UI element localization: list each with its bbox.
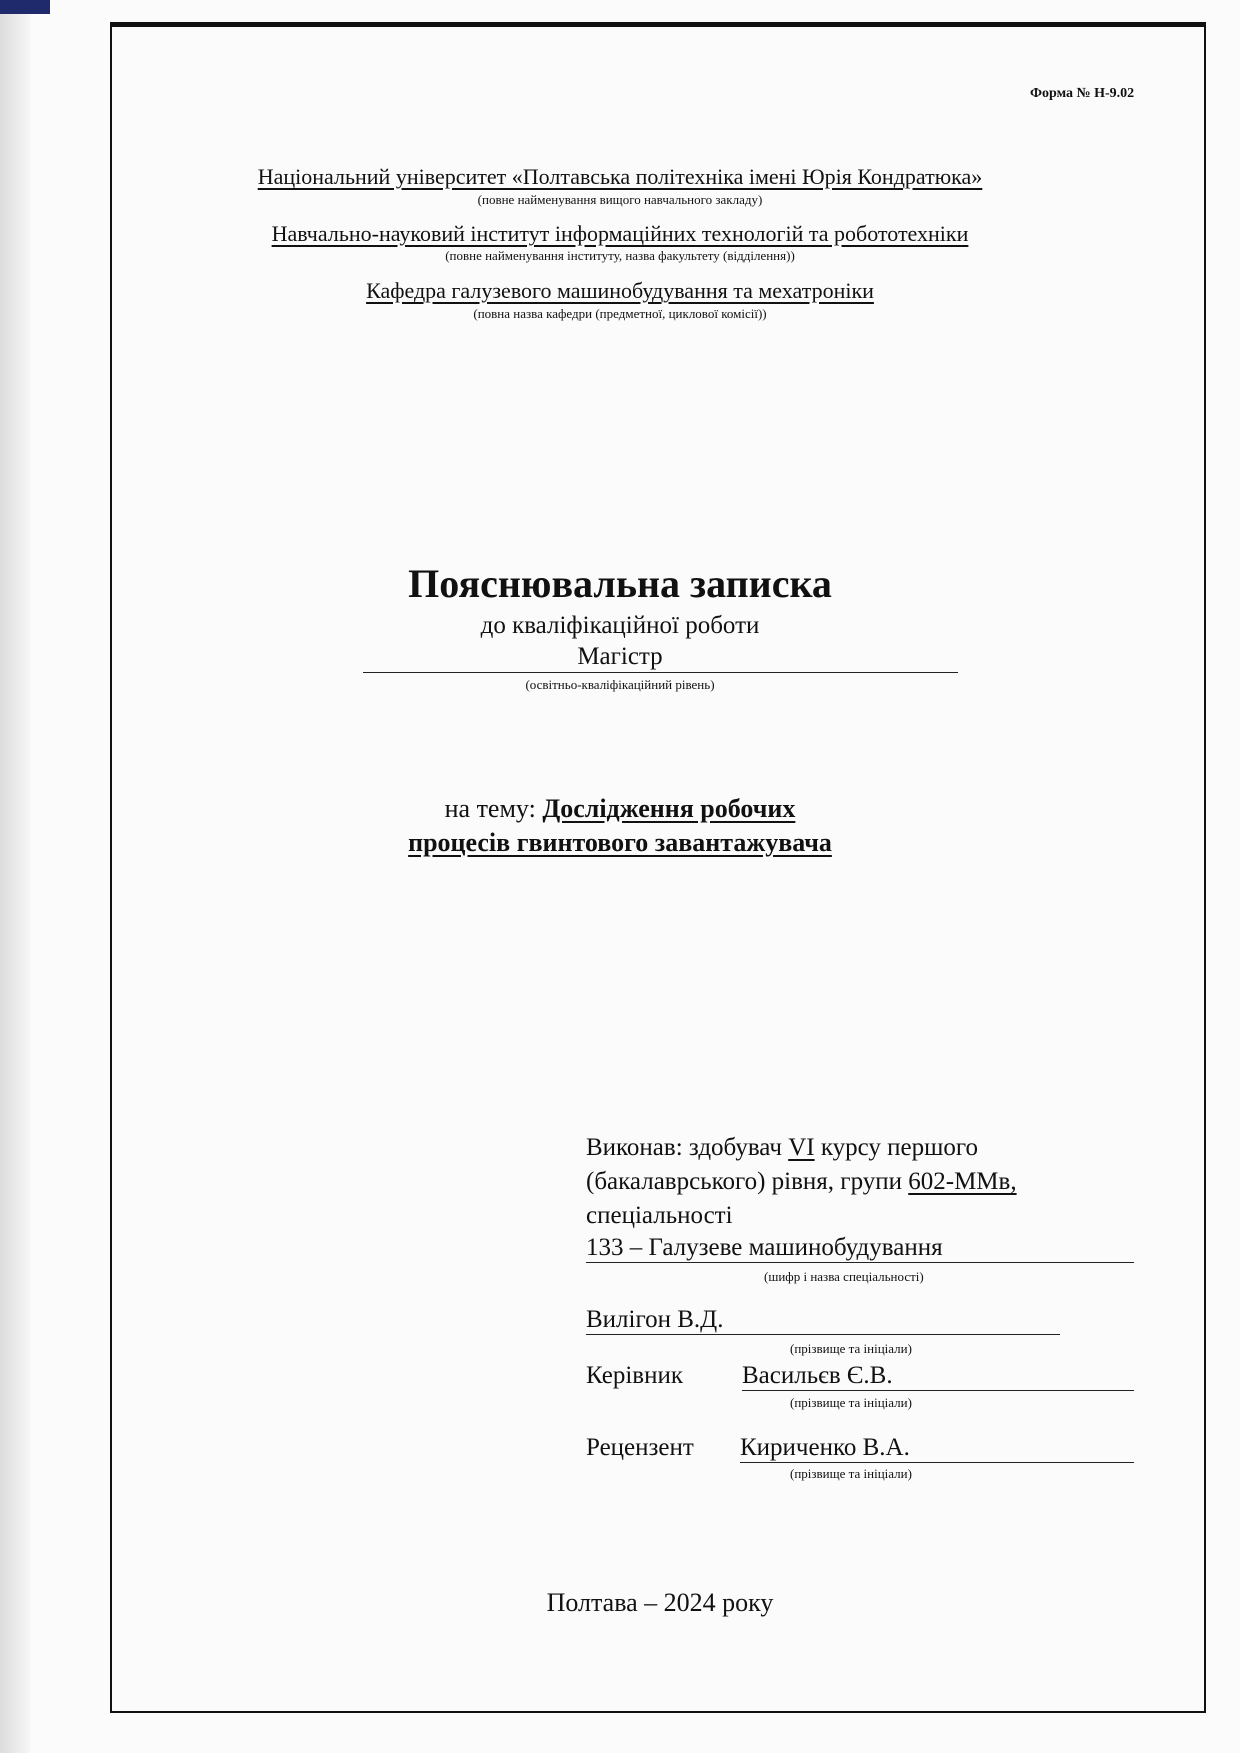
performer-name-caption: (прізвище та ініціали) [790,1341,912,1356]
topic-title-2: процесів гвинтового завантажувача [408,828,832,857]
reviewer-name: Кириченко В.А. [740,1434,910,1461]
topic-line-2 [0,828,1240,858]
specialty-underline [586,1262,1134,1263]
course: VI [788,1134,815,1161]
institute-name: Навчально-науковий інститут інформаційних технологій та робототехніки [271,221,969,246]
reviewer-caption: (прізвище та ініціали) [790,1466,912,1481]
specialty-caption: (шифр і назва спеціальності) [764,1269,924,1284]
specialty: 133 – Галузеве машинобудування [586,1234,943,1261]
performer-name: Вилігон В.Д. [586,1306,724,1333]
document-title: Пояснювальна записка [408,561,832,606]
performer-name-underline [586,1334,1060,1335]
university-caption: (повне найменування вищого навчального закладу) [477,192,763,207]
institute-caption: (повне найменування інституту, назва факультету (відділення)) [445,248,795,263]
performer-line-2: (бакалаврського) рівня, групи 602-ММв, [586,1168,1017,1195]
supervisor-name: Васильєв Є.В. [742,1362,893,1389]
university-name: Національний університет «Полтавська політехніка імені Юрія Кондратюка» [257,164,983,189]
department-caption: (повна назва кафедри (предметної, циклової комісії)) [473,306,767,321]
reviewer-underline [740,1462,1134,1463]
form-number: Форма № Н-9.02 [1030,86,1135,101]
performer-line-1: Виконав: здобувач VI курсу першого [586,1134,979,1161]
performer-line-3: спеціальності [586,1202,733,1229]
supervisor-underline [742,1390,1134,1391]
degree-caption: (освітньо-кваліфікаційний рівень) [525,677,715,692]
degree-underline [363,672,958,673]
topic-line-1 [0,794,1240,824]
supervisor-caption: (прізвище та ініціали) [790,1395,912,1410]
supervisor-label: Керівник [586,1362,683,1389]
scan-corner-mark [0,0,50,14]
group: 602-ММв, [908,1168,1017,1195]
topic-prefix: на тему: [444,794,543,823]
reviewer-label: Рецензент [586,1434,694,1461]
department-name: Кафедра галузевого машинобудування та мехатроніки [366,278,874,303]
topic-title-1: Дослідження робочих [542,794,796,823]
footer-city-year: Полтава – 2024 року [546,1588,774,1617]
document-subtitle: до кваліфікаційної роботи [480,612,760,639]
degree: Магістр [577,643,663,670]
